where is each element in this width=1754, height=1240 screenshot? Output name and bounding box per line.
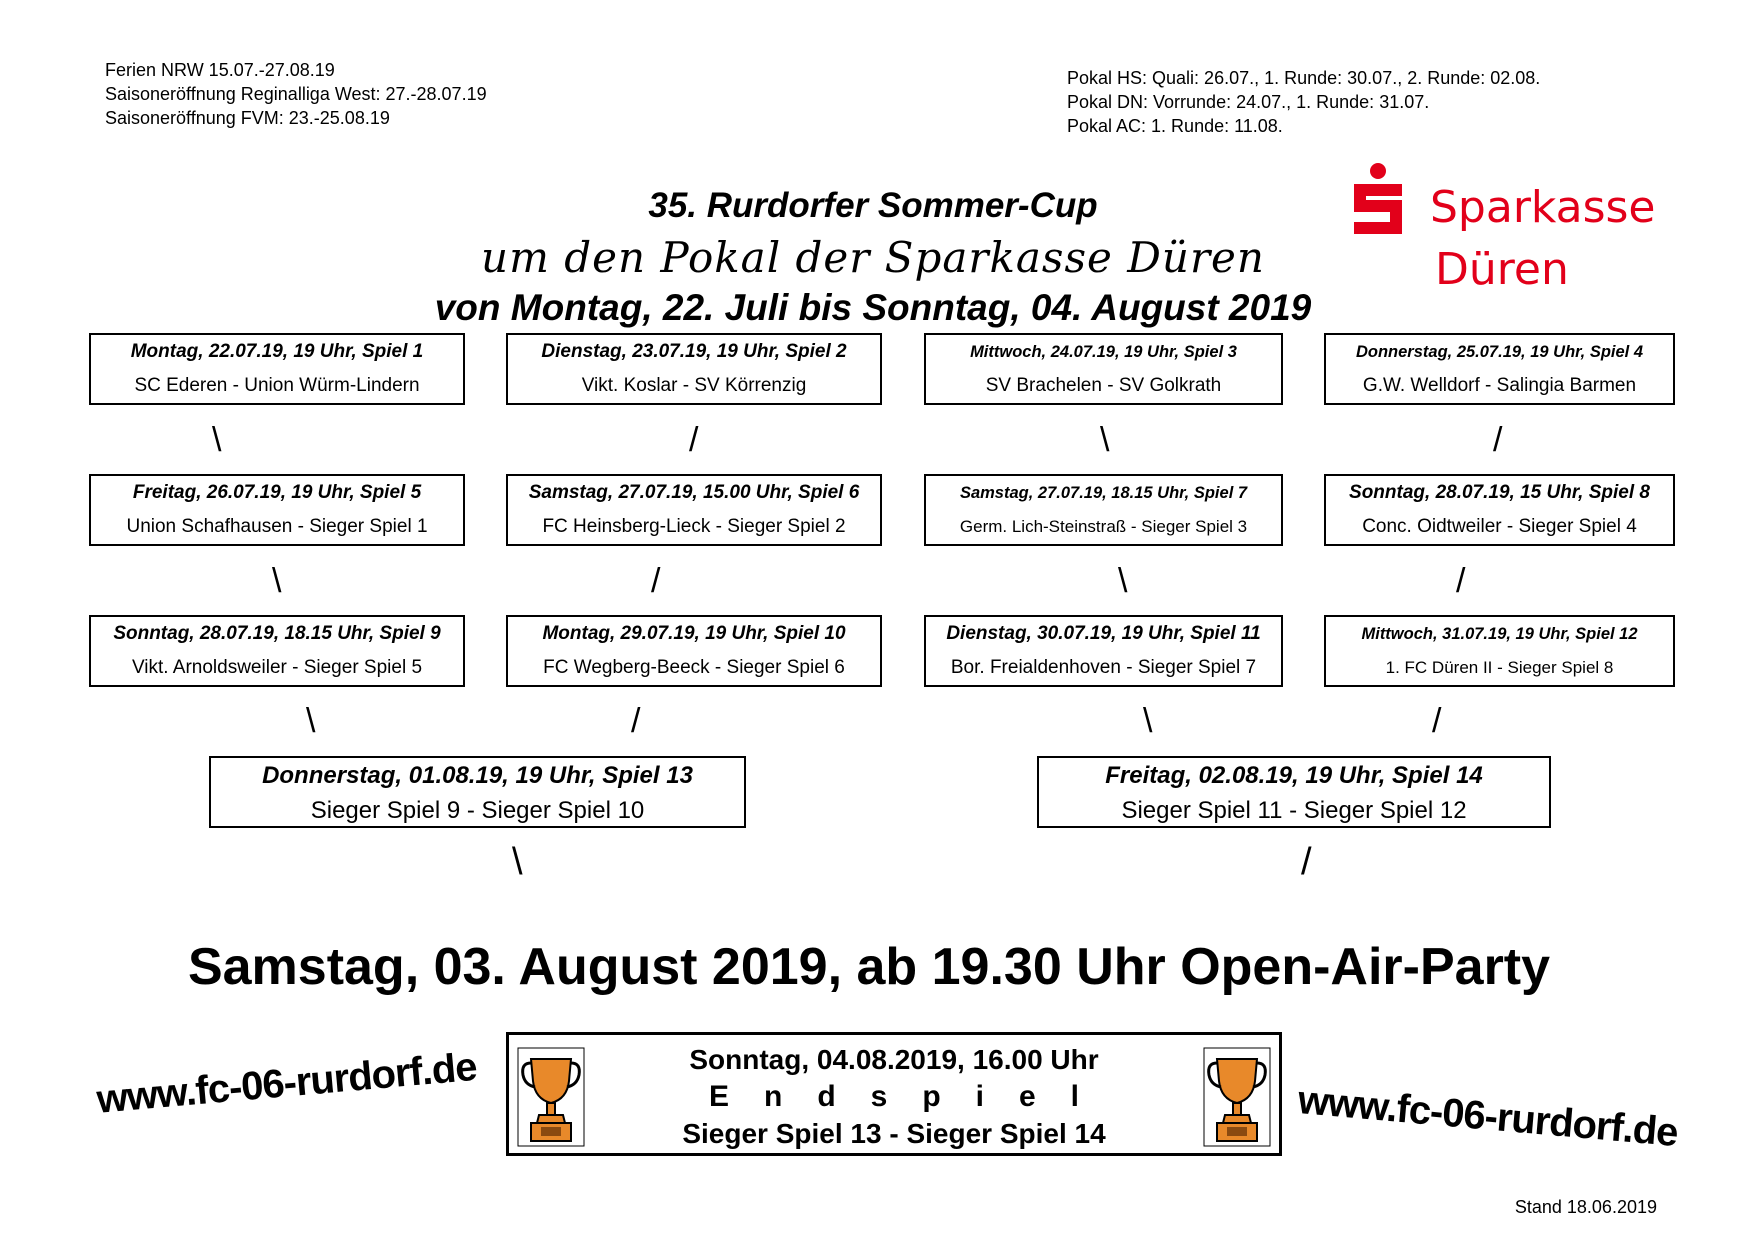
match-teams: Bor. Freialdenhoven - Sieger Spiel 7 — [950, 657, 1257, 678]
match-teams: G.W. Welldorf - Salingia Barmen — [1362, 375, 1637, 396]
match-box — [89, 615, 465, 687]
match-box — [89, 333, 465, 405]
bracket-connector: \ — [1100, 421, 1110, 459]
final-when: Sonntag, 04.08.2019, 16.00 Uhr — [689, 1044, 1099, 1075]
bracket-connector: / — [631, 702, 641, 740]
match-box — [1324, 615, 1675, 687]
match-teams: Sieger Spiel 11 - Sieger Spiel 12 — [1121, 797, 1467, 824]
match-teams: SC Ederen - Union Würm-Lindern — [134, 375, 420, 396]
final-teams: Sieger Spiel 13 - Sieger Spiel 14 — [682, 1118, 1106, 1149]
bracket-connector: \ — [1118, 562, 1128, 600]
final-label: Endspiel — [708, 1080, 1115, 1113]
note-line: Saisoneröffnung FVM: 23.-25.08.19 — [105, 108, 390, 128]
bracket-connector: \ — [306, 702, 316, 740]
match-when: Freitag, 26.07.19, 19 Uhr, Spiel 5 — [132, 482, 422, 503]
match-when: Montag, 22.07.19, 19 Uhr, Spiel 1 — [130, 341, 424, 362]
bracket-connector: / — [1301, 841, 1312, 883]
match-teams: SV Brachelen - SV Golkrath — [985, 375, 1222, 396]
match-box — [506, 615, 882, 687]
bracket-connector: / — [1456, 562, 1466, 600]
match-teams: FC Wegberg-Beeck - Sieger Spiel 6 — [543, 657, 845, 678]
match-teams: Union Schafhausen - Sieger Spiel 1 — [126, 516, 428, 537]
stand-date: Stand 18.06.2019 — [1514, 1197, 1657, 1217]
notes-left — [105, 58, 487, 130]
match-box — [506, 333, 882, 405]
match-teams: 1. FC Düren II - Sieger Spiel 8 — [1385, 658, 1614, 677]
website-link-right[interactable]: www.fc-06-rurdorf.de — [1296, 1078, 1680, 1156]
match-box — [924, 474, 1283, 546]
match-when: Mittwoch, 24.07.19, 19 Uhr, Spiel 3 — [970, 343, 1237, 361]
match-box — [1324, 333, 1675, 405]
bracket-connector: / — [1432, 702, 1442, 740]
bracket-connector: \ — [1143, 702, 1153, 740]
bracket-connector: / — [689, 421, 699, 459]
match-when: Samstag, 27.07.19, 15.00 Uhr, Spiel 6 — [528, 482, 860, 503]
bracket-connector: \ — [212, 421, 222, 459]
bracket-connector: / — [651, 562, 661, 600]
match-when: Dienstag, 23.07.19, 19 Uhr, Spiel 2 — [541, 341, 847, 362]
note-line: Saisoneröffnung Reginalliga West: 27.-28.07.19 — [105, 84, 487, 104]
note-line: Pokal HS: Quali: 26.07., 1. Runde: 30.07., 2. Runde: 02.08. — [1067, 68, 1541, 88]
bracket-connector: \ — [512, 841, 523, 883]
match-teams: FC Heinsberg-Lieck - Sieger Spiel 2 — [542, 516, 846, 537]
match-teams: Germ. Lich-Steinstraß - Sieger Spiel 3 — [959, 517, 1248, 536]
match-when: Freitag, 02.08.19, 19 Uhr, Spiel 14 — [1105, 762, 1483, 789]
final-box — [506, 1032, 1282, 1156]
match-box — [1037, 756, 1551, 828]
page-subtitle: um den Pokal der Sparkasse Düren — [481, 233, 1265, 282]
match-when: Sonntag, 28.07.19, 18.15 Uhr, Spiel 9 — [113, 623, 441, 644]
page-title: 35. Rurdorfer Sommer-Cup — [648, 186, 1098, 225]
trophy-icon — [517, 1047, 585, 1147]
note-line: Pokal DN: Vorrunde: 24.07., 1. Runde: 31.07. — [1067, 92, 1430, 112]
bracket-connector: \ — [272, 562, 282, 600]
note-line: Ferien NRW 15.07.-27.08.19 — [105, 60, 335, 80]
match-when: Samstag, 27.07.19, 18.15 Uhr, Spiel 7 — [959, 484, 1248, 502]
match-teams: Sieger Spiel 9 - Sieger Spiel 10 — [310, 797, 645, 824]
sparkasse-city: Düren — [1435, 244, 1569, 295]
match-when: Donnerstag, 25.07.19, 19 Uhr, Spiel 4 — [1355, 343, 1644, 361]
match-box — [924, 333, 1283, 405]
match-teams: Conc. Oidtweiler - Sieger Spiel 4 — [1362, 516, 1637, 537]
match-when: Dienstag, 30.07.19, 19 Uhr, Spiel 11 — [946, 623, 1261, 644]
date-range: von Montag, 22. Juli bis Sonntag, 04. August 2019 — [434, 287, 1312, 328]
trophy-icon — [1203, 1047, 1271, 1147]
match-box — [506, 474, 882, 546]
match-when: Sonntag, 28.07.19, 15 Uhr, Spiel 8 — [1349, 482, 1650, 503]
note-line: Pokal AC: 1. Runde: 11.08. — [1067, 116, 1283, 136]
match-box — [1324, 474, 1675, 546]
sparkasse-name: Sparkasse — [1430, 182, 1656, 233]
party-announcement: Samstag, 03. August 2019, ab 19.30 Uhr Open-Air-Party — [187, 938, 1551, 996]
match-teams: Vikt. Koslar - SV Körrenzig — [581, 375, 807, 396]
match-box — [924, 615, 1283, 687]
match-box — [89, 474, 465, 546]
match-box — [209, 756, 746, 828]
match-when: Montag, 29.07.19, 19 Uhr, Spiel 10 — [542, 623, 846, 644]
match-when: Donnerstag, 01.08.19, 19 Uhr, Spiel 13 — [262, 762, 693, 789]
notes-right — [1067, 66, 1540, 138]
bracket-connector: / — [1493, 421, 1503, 459]
match-teams: Vikt. Arnoldsweiler - Sieger Spiel 5 — [131, 657, 423, 678]
website-link-left[interactable]: www.fc-06-rurdorf.de — [95, 1044, 479, 1122]
match-when: Mittwoch, 31.07.19, 19 Uhr, Spiel 12 — [1361, 625, 1638, 643]
